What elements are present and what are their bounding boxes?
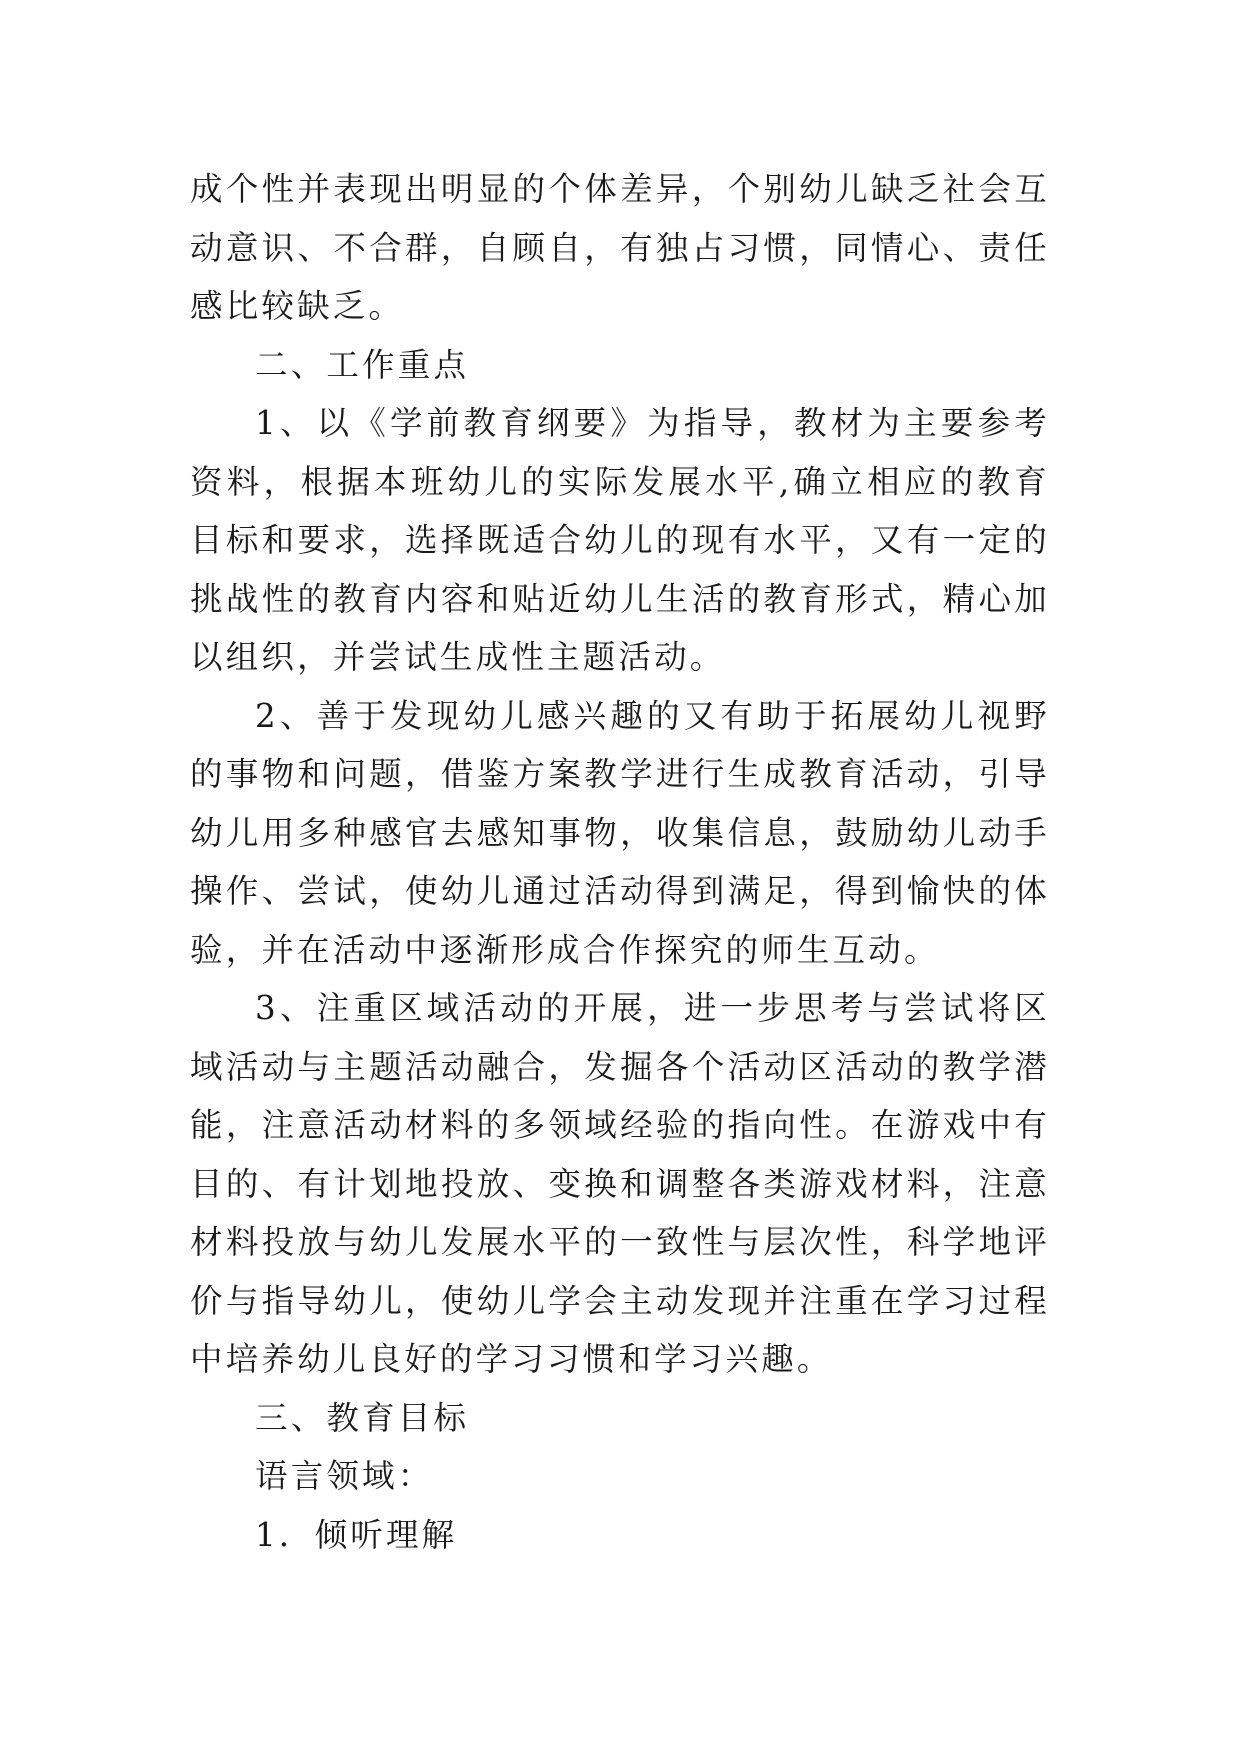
subheading-listening-comprehension: 1．倾听理解	[255, 1515, 458, 1554]
paragraph-item-1: 1、以《学前教育纲要》为指导，教材为主要参考资料，根据本班幼儿的实际发展水平,确立相应的教育目标和要求，选择既适合幼儿的现有水平，又有一定的挑战性的教育内容和贴近幼儿生活的教育形式，精心加以组织，并尝试生成性主题活动。	[190, 404, 1050, 676]
paragraph-item-3: 3、注重区域活动的开展，进一步思考与尝试将区域活动与主题活动融合，发掘各个活动区活动的教学潜能，注意活动材料的多领域经验的指向性。在游戏中有目的、有计划地投放、变换和调整各类游戏材料，注意材料投放与幼儿发展水平的一致性与层次性，科学地评价与指导幼儿，使幼儿学会主动发现并注重在学习过程中培养幼儿良好的学习习惯和学习兴趣。	[190, 989, 1050, 1378]
paragraph-item-2: 2、善于发现幼儿感兴趣的又有助于拓展幼儿视野的事物和问题，借鉴方案教学进行生成教育活动，引导幼儿用多种感官去感知事物，收集信息，鼓励幼儿动手操作、尝试，使幼儿通过活动得到满足，得到愉快的体验，并在活动中逐渐形成合作探究的师生互动。	[190, 696, 1050, 969]
subheading-language-domain: 语言领域：	[255, 1457, 434, 1495]
section-heading-work-focus: 二、工作重点	[255, 345, 470, 384]
paragraph-continuation: 成个性并表现出明显的个体差异，个别幼儿缺乏社会互动意识、不合群，自顾自，有独占习惯，同情心、责任感比较缺乏。	[190, 170, 1050, 325]
document-body	[190, 160, 1050, 1564]
section-heading-education-goals: 三、教育目标	[255, 1398, 470, 1437]
